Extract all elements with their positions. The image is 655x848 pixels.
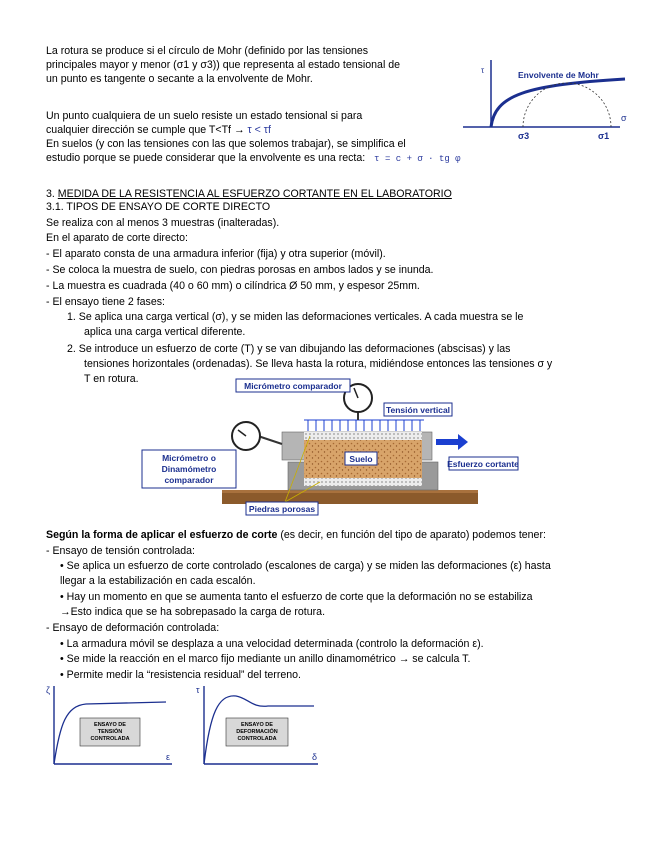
tension-item-2-cont: →Esto indica que se ha sobrepasado la carga de rotura. [60, 606, 326, 618]
intro-line-6: En suelos (y con las tensiones con las que solemos trabajar), se simplifica el [46, 138, 406, 150]
label-comparador: comparador [164, 475, 214, 485]
envelope-formula: τ = c + σ · tg φ [374, 154, 461, 164]
phase2-line-1: 2. Se introduce un esfuerzo de corte (T) y se van dibujando las deformaciones (abscisas) y las [67, 343, 511, 355]
mohr-tau-label: τ [481, 66, 485, 75]
graph1-label-line-3: CONTROLADA [90, 736, 130, 742]
criterion-text: cualquier dirección se cumple que T<Tf → [46, 124, 245, 136]
mohr-envelope-figure [455, 55, 635, 145]
graph2-y-label: τ [196, 685, 200, 695]
graph1-label-line-2: TENSIÓN [97, 729, 123, 735]
graph1-y-label: ζ [46, 685, 50, 695]
envelope-text: estudio porque se puede considerar que la envolvente es una recta: [46, 152, 366, 164]
tension-item-1: • Se aplica un esfuerzo de corte controlado (escalones de carga) y se miden las deformaciones (ε) hasta [60, 560, 551, 572]
phase2-line-3: T en rotura. [84, 373, 139, 385]
types-intro [46, 529, 546, 542]
intro-line-3: un punto es tangente o secante a la envolvente de Mohr. [46, 73, 313, 85]
section-line-5: - La muestra es cuadrada (40 o 60 mm) o cilíndrica Ø 50 mm, y espesor 25mm. [46, 280, 420, 292]
deform-item-1: • La armadura móvil se desplaza a una velocidad determinada (controlo la deformación ε). [60, 638, 484, 650]
section-heading [46, 188, 452, 201]
tension-item-1-cont: llegar a la estabilización en cada escalón. [60, 575, 256, 587]
label-piedras-porosas: Piedras porosas [248, 504, 316, 514]
graph2-x-label: δ [312, 752, 318, 762]
section-heading-text: MEDIDA DE LA RESISTENCIA AL ESFUERZO CORTANTE EN EL LABORATORIO [57, 188, 452, 200]
deform-item-2: • Se mide la reacción en el marco fijo mediante un anillo dinamométrico → se calcula T. [60, 653, 471, 665]
label-dinamometro: Dinamómetro [161, 464, 217, 474]
types-intro-rest: (es decir, en función del tipo de aparato) podemos tener: [277, 529, 546, 541]
types-intro-bold: Según la forma de aplicar el esfuerzo de corte [46, 529, 278, 541]
section-heading-number: 3. [46, 188, 55, 200]
porous-stone-top [304, 432, 422, 440]
label-suelo: Suelo [349, 454, 373, 464]
section-line-3: - El aparato consta de una armadura inferior (fija) y otra superior (móvil). [46, 248, 386, 260]
tension-controlled-header: - Ensayo de tensión controlada: [46, 545, 195, 557]
phase2-line-2: tensiones horizontales (ordenadas). Se lleva hasta la rotura, midiéndose entonces las tensiones σ y [84, 358, 553, 370]
shear-arrow [436, 434, 468, 450]
porous-stone-bottom [304, 478, 422, 486]
label-micrometro-o: Micrómetro o [162, 453, 216, 463]
graph2-label-line-2: DEFORMACIÓN [236, 729, 278, 735]
subsection-heading: 3.1. TIPOS DE ENSAYO DE CORTE DIRECTO [46, 201, 271, 213]
section-line-6: - El ensayo tiene 2 fases: [46, 296, 165, 308]
label-tension-vertical: Tensión vertical [385, 405, 451, 415]
intro-line-1: La rotura se produce si el círculo de Mohr (definido por las tensiones [46, 45, 369, 57]
graph2-label-line-1: ENSAYO DE [241, 722, 273, 728]
deform-item-3: • Permite medir la “resistencia residual” del terreno. [60, 669, 301, 681]
criterion-formula: τ < τf [247, 124, 271, 136]
intro-line-5 [46, 124, 271, 137]
tension-item-2: • Hay un momento en que se aumenta tanto el esfuerzo de corte que la deformación no se estabiliza [60, 591, 533, 603]
graph1-x-label: ε [166, 752, 171, 762]
mohr-sigma1-label: σ1 [598, 131, 610, 141]
graph2-label-line-3: CONTROLADA [237, 736, 277, 742]
mohr-title: Envolvente de Mohr [518, 70, 599, 80]
mohr-sigma-label: σ [621, 113, 627, 123]
direct-shear-apparatus-figure [140, 376, 520, 522]
mohr-envelope-curve [491, 79, 625, 127]
graph-deformacion-controlada [196, 684, 322, 770]
section-line-4: - Se coloca la muestra de suelo, con piedras porosas en ambos lados y se inunda. [46, 264, 434, 276]
graph-tension-controlada [46, 684, 176, 770]
intro-line-2: principales mayor y menor (σ1 y σ3)) que representa al estado tensional de [46, 59, 401, 71]
label-micrometro-comparador: Micrómetro comparador [244, 381, 342, 391]
section-line-1: Se realiza con al menos 3 muestras (inalteradas). [46, 217, 280, 229]
vertical-load-arrows [308, 420, 420, 431]
phase1-line-2: aplica una carga vertical diferente. [84, 326, 246, 338]
label-esfuerzo-cortante: Esfuerzo cortante [447, 459, 519, 469]
mohr-sigma3-label: σ3 [518, 131, 530, 141]
intro-line-7 [46, 152, 461, 166]
graph1-label-line-1: ENSAYO DE [94, 722, 126, 728]
phase1-line-1: 1. Se aplica una carga vertical (σ), y se miden las deformaciones verticales. A cada muestra se le [67, 311, 524, 323]
deformation-controlled-header: - Ensayo de deformación controlada: [46, 622, 220, 634]
section-line-2: En el aparato de corte directo: [46, 232, 188, 244]
intro-line-4: Un punto cualquiera de un suelo resiste un estado tensional si para [46, 110, 363, 122]
